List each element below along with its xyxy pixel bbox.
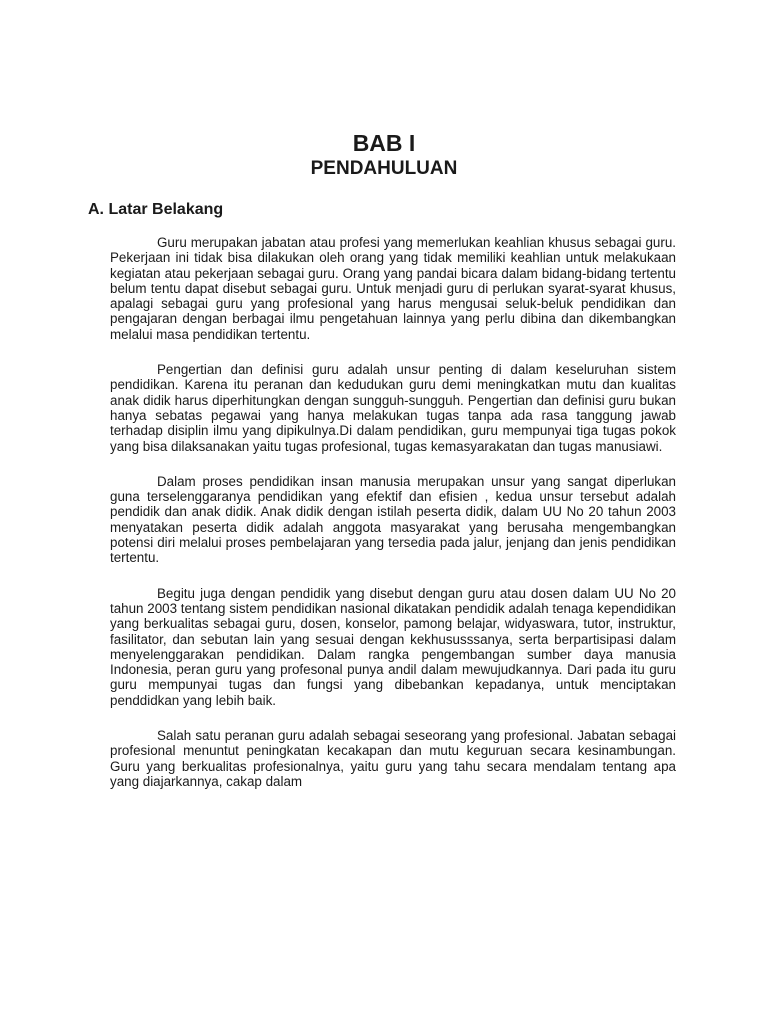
paragraph-2: Pengertian dan definisi guru adalah unsur penting di dalam keseluruhan sistem pendidikan. Karena itu peranan dan kedudukan guru demi meningkatkan mutu dan kualitas anak didik harus diperhitungkan dengan sungguh-sungguh. Pengertian dan definisi guru bukan hanya sebatas pegawai yang hanya melakukan tugas tanpa ada rasa tanggung jawab terhadap disiplin ilmu yang dipikulnya.Di dalam pendidikan, guru mempunyai tiga tugas pokok yang bisa dilaksanakan yaitu tugas profesional, tugas kemasyarakatan dan tugas manusiawi. [110, 362, 676, 454]
paragraph-1: Guru merupakan jabatan atau profesi yang memerlukan keahlian khusus sebagai guru. Pekerjaan ini tidak bisa dilakukan oleh orang yang tidak memiliki keahlian untuk melakukaan kegiatan atau pekerjaan sebagai guru. Orang yang pandai bicara dalam bidang-bidang tertentu belum tentu dapat disebut sebagai guru. Untuk menjadi guru di perlukan syarat-syarat khusus, apalagi sebagai guru yang profesional yang harus mengusai seluk-beluk pendidikan dan pengajaran dengan berbagai ilmu pengetahuan lainnya yang perlu dibina dan dikembangkan melalui masa pendidikan tertentu. [110, 235, 676, 342]
chapter-title: PENDAHULUAN [310, 158, 458, 179]
body-text [110, 235, 676, 809]
paragraph-3: Dalam proses pendidikan insan manusia merupakan unsur yang sangat diperlukan guna terselenggaranya pendidikan yang efektif dan efisien , kedua unsur tersebut adalah pendidik dan anak didik. Anak didik dengan istilah peserta didik, dalam UU No 20 tahun 2003 menyatakan peserta didik adalah anggota masyarakat yang berusaha mengembangkan potensi diri melalui proses pembelajaran yang tersedia pada jalur, jenjang dan jenis pendidikan tertentu. [110, 473, 676, 566]
paragraph-5: Salah satu peranan guru adalah sebagai seseorang yang profesional. Jabatan sebagai profesional menuntut peningkatan kecakapan dan mutu keguruan secara kesinambungan. Guru yang berkualitas profesionalnya, yaitu guru yang tahu secara mendalam tentang apa yang diajarkannya, cakap dalam [110, 728, 676, 789]
chapter-number: BAB I [352, 130, 416, 156]
section-heading: A. Latar Belakang [88, 201, 224, 218]
paragraph-4: Begitu juga dengan pendidik yang disebut dengan guru atau dosen dalam UU No 20 tahun 2003 tentang sistem pendidikan nasional dikatakan pendidik adalah tenaga kependidikan yang berkualitas sebagai guru, dosen, konselor, pamong belajar, widyaswara, tutor, instruktur, fasilitator, dan sebutan lain yang sesuai dengan kekhususssanya, serta berpartisipasi dalam menyelenggarakan pendidikan. Dalam rangka pengembangan sumber daya manusia Indonesia, peran guru yang profesonal punya andil dalam mewujudkannya. Dari pada itu guru guru mempunyai tugas dan fungsi yang dibebankan kepadanya, untuk menciptakan penddidkan yang lebih baik. [110, 585, 676, 708]
